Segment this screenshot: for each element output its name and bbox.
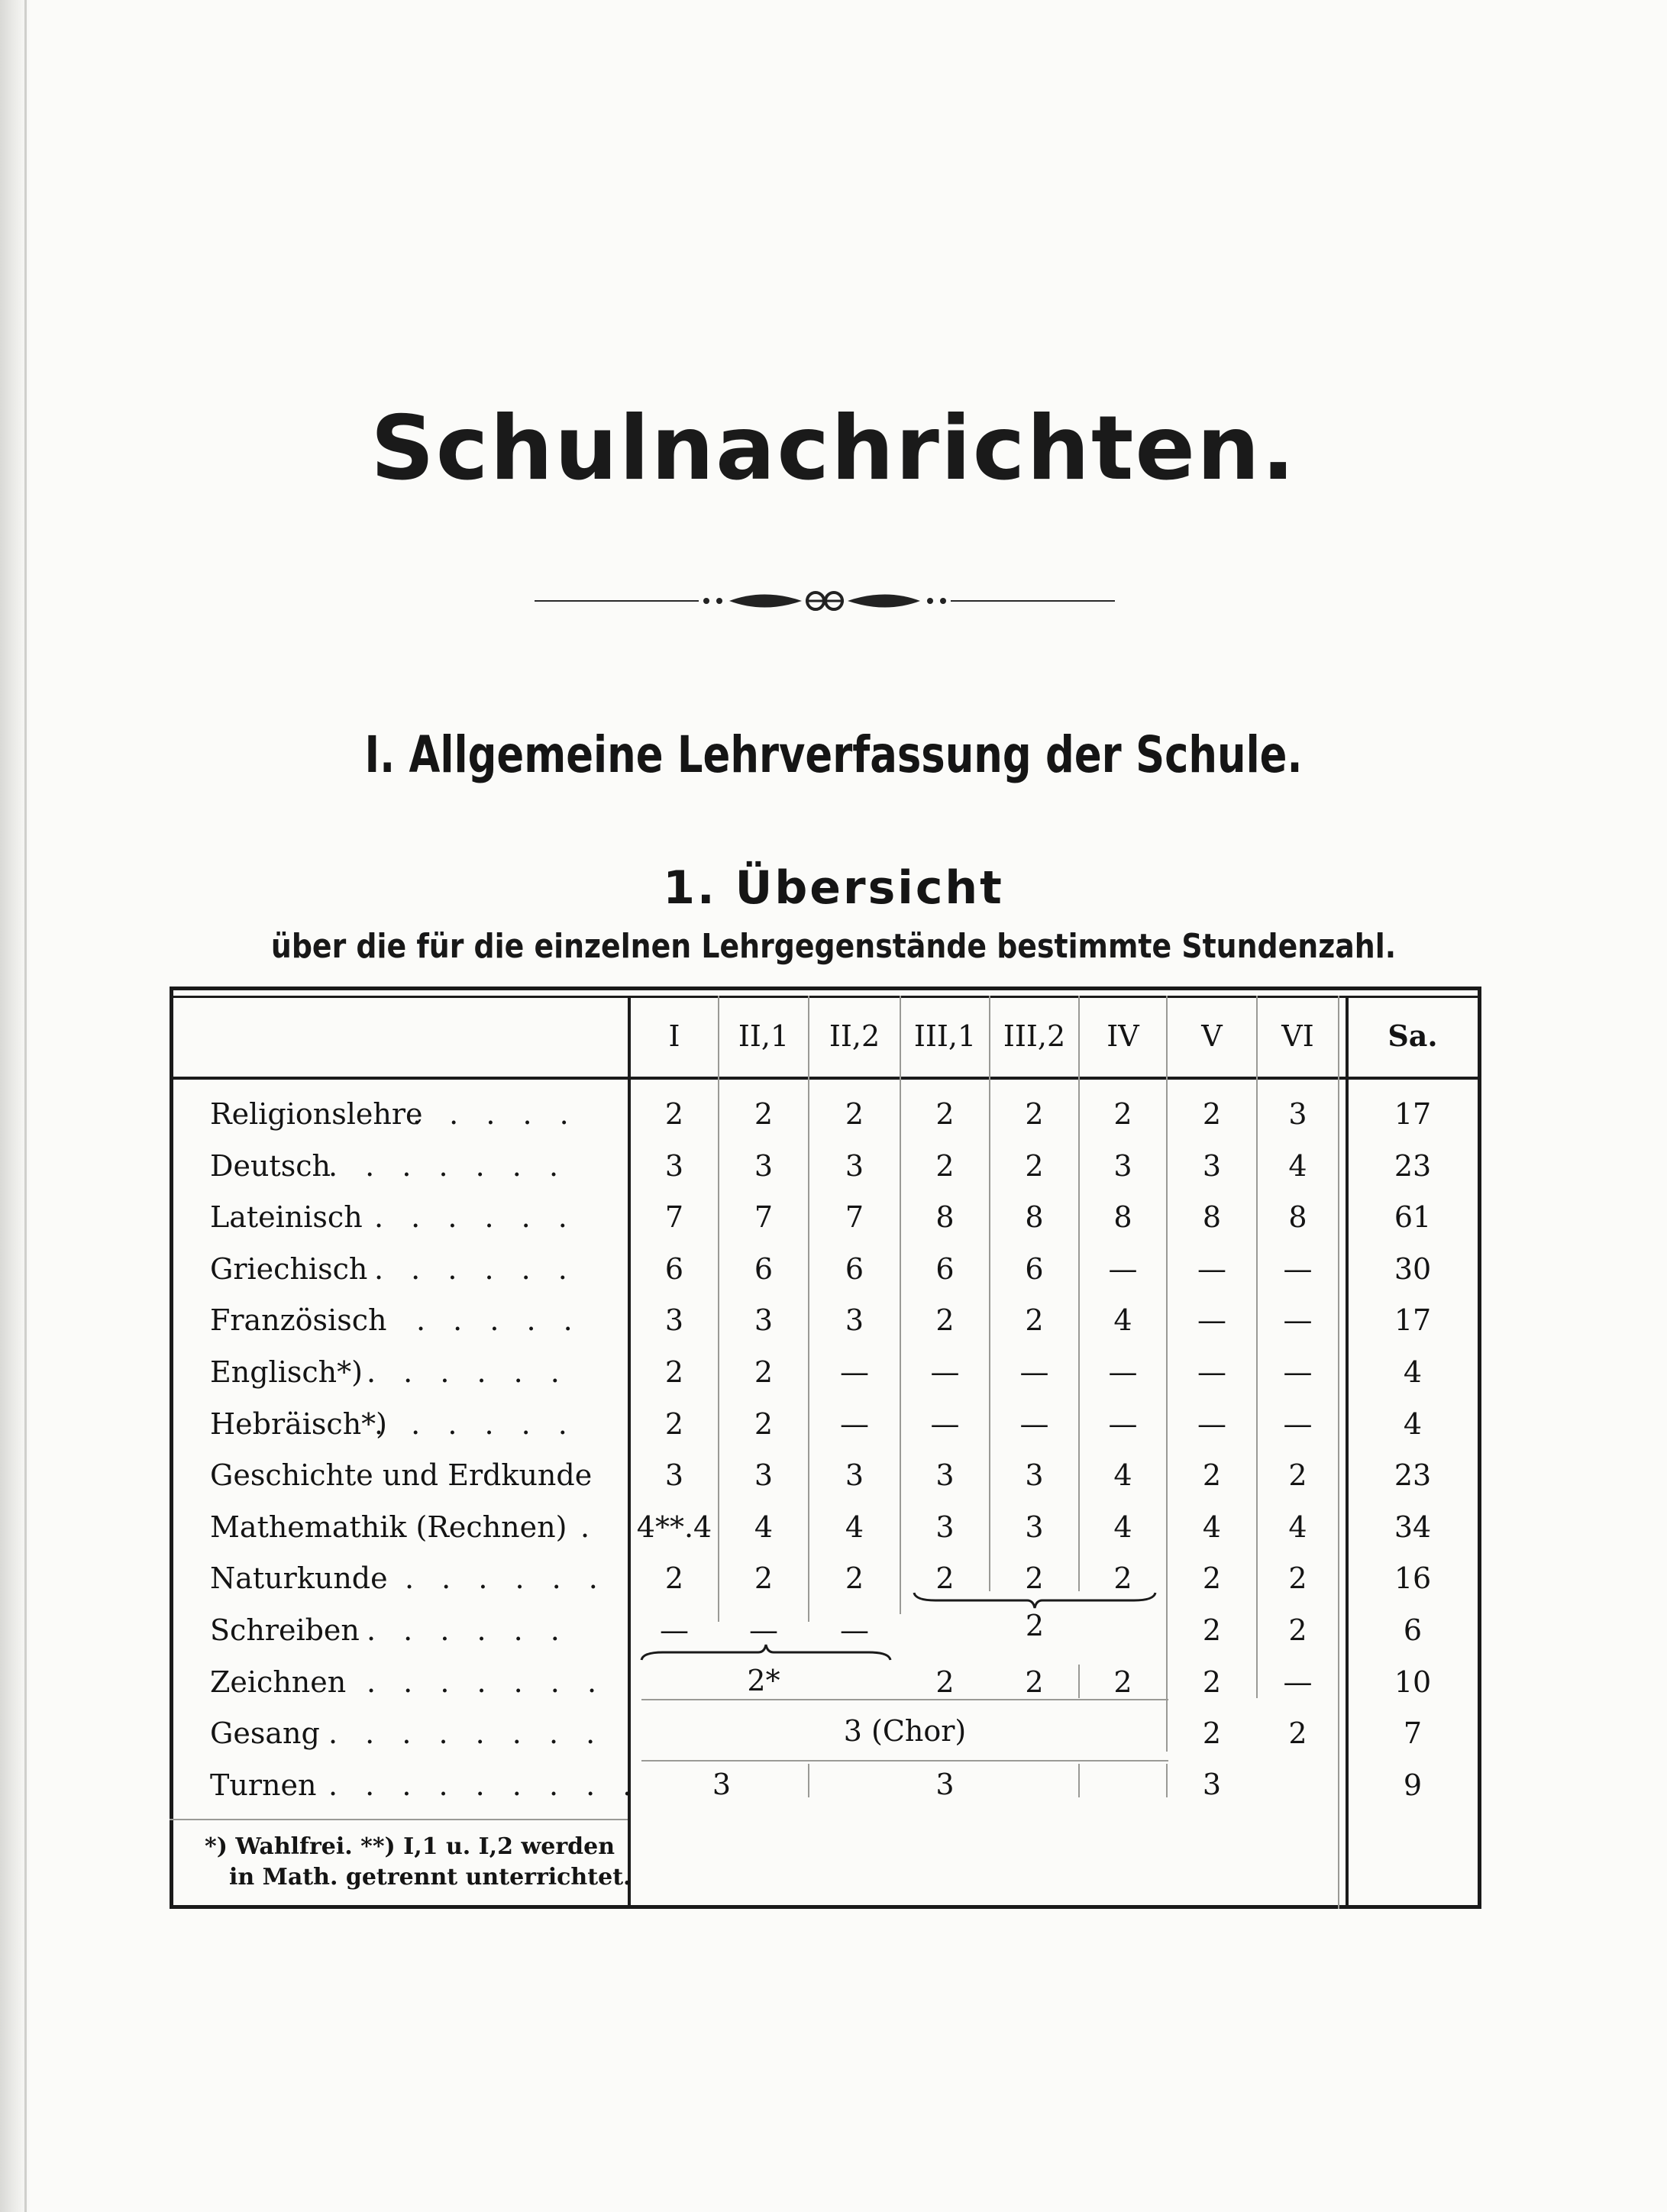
row-cell: 3 [935,1458,955,1492]
row-cell: 2 [1025,1097,1044,1131]
row-cell: 3 [845,1303,864,1337]
row-cell: — [1019,1407,1049,1441]
row-sum: 17 [1394,1303,1432,1337]
row-cell: 6 [845,1252,864,1286]
turnen-divider-2 [1078,1764,1080,1797]
row-cell: — [1108,1407,1138,1441]
row-sum: 61 [1394,1200,1432,1234]
row-sum: 30 [1394,1252,1432,1286]
row-cell: 2 [754,1355,774,1389]
row-cell: 8 [1025,1200,1044,1234]
row-sum: 4 [1403,1355,1423,1389]
row-cell: — [1283,1407,1313,1441]
schreiben-merged-value: 2 [1025,1609,1045,1642]
row-cell: — [840,1355,869,1389]
col-header-IV: IV [1106,1019,1139,1053]
footnote-line-2: in Math. getrennt unterrichtet. [229,1864,632,1891]
row-cell: — [840,1407,869,1441]
col-header-VI: VI [1281,1019,1314,1053]
row-leader-dots: . . . . . . [374,1407,577,1441]
row-cell: — [1197,1303,1226,1337]
sum-column-rule-inner [1338,996,1339,1909]
row-cell: — [1197,1355,1226,1389]
row-cell: — [749,1613,778,1647]
zeichnen-merged-value: 2* [747,1664,780,1697]
row-cell: 6 [664,1252,684,1286]
row-cell: 4 [1288,1510,1307,1544]
row-cell: 4 [1113,1458,1132,1492]
row-cell: 2 [935,1149,955,1183]
row-cell: 3 [754,1458,774,1492]
ornament-divider-icon [535,582,1115,620]
row-subject: Englisch*) [210,1355,363,1389]
row-cell: — [1197,1407,1226,1441]
row-cell: 2 [664,1407,684,1441]
row-subject: Deutsch [210,1149,331,1183]
row-cell: — [930,1407,960,1441]
row-cell: — [840,1613,869,1647]
row-cell: 3 [1025,1510,1044,1544]
row-cell: 2 [935,1097,955,1131]
turnen-value-b: 3 [935,1768,955,1801]
row-cell: 6 [1025,1252,1044,1286]
row-cell: 3 [664,1458,684,1492]
turnen-value-a: 3 [712,1768,732,1801]
row-cell: 2 [845,1561,864,1595]
row-cell: — [660,1613,689,1647]
row-sum: 16 [1394,1561,1432,1595]
row-cell: 8 [935,1200,955,1234]
row-cell: 2 [1202,1613,1222,1647]
row-sum: 34 [1394,1510,1432,1544]
col-header-sum: Sa. [1388,1019,1438,1053]
row-cell: 2 [1025,1149,1044,1183]
row-cell: 3 [935,1510,955,1544]
row-sum: 4 [1403,1407,1423,1441]
row-cell: 2 [935,1561,955,1595]
row-cell: 8 [1288,1200,1307,1234]
row-subject: Hebräisch*) [210,1407,388,1441]
row-cell: 2 [1113,1097,1132,1131]
row-sum: 23 [1394,1149,1432,1183]
subsection-heading: 1. Übersicht [663,861,1004,915]
row-subject: Naturkunde [210,1561,388,1595]
row-cell: — [1019,1355,1049,1389]
row-cell: 4 [845,1510,864,1544]
row-cell: — [1283,1252,1313,1286]
row-cell: — [1283,1355,1313,1389]
row-leader-dots: . . . . . . [405,1561,607,1595]
row-cell: — [1197,1252,1226,1286]
col-header-II1: II,1 [738,1019,790,1053]
row-cell: 4**.4 [636,1510,712,1544]
row-cell: 4 [1113,1303,1132,1337]
col-header-II2: II,2 [829,1019,880,1053]
col-header-V: V [1201,1019,1223,1053]
col-header-I: I [668,1019,680,1053]
col-header-III2: III,2 [1003,1019,1066,1053]
page-fold-line [24,0,27,2212]
row-sum: 6 [1403,1613,1423,1647]
row-cell: 2 [664,1355,684,1389]
row-leader-dots: . . . . . [416,1303,582,1337]
row-cell: 4 [754,1510,774,1544]
row-cell: 4 [1113,1510,1132,1544]
row-cell: 2 [1025,1665,1044,1699]
row-cell: 2 [935,1303,955,1337]
row-cell: 2 [1202,1665,1222,1699]
row-subject: Geschichte und Erdkunde [210,1458,593,1492]
col-header-III1: III,1 [913,1019,977,1053]
row-subject: Zeichnen [210,1665,347,1699]
row-subject: Religionslehre [210,1097,423,1131]
row-cell: 6 [935,1252,955,1286]
row-leader-dots: . . . . . . [367,1355,569,1389]
row-cell: 2 [1202,1561,1222,1595]
row-subject: Gesang [210,1716,320,1750]
col-rule-4 [989,996,990,1591]
row-cell: 2 [754,1561,774,1595]
row-leader-dots: . . . . . . . . [328,1716,605,1750]
row-leader-dots: . . . . . . . . . [328,1768,641,1802]
row-cell: 2 [664,1097,684,1131]
row-cell: 3 [754,1303,774,1337]
row-subject: Turnen [210,1768,317,1802]
row-cell: 8 [1202,1200,1222,1234]
row-cell: 2 [845,1097,864,1131]
table-top-rule [170,996,1481,998]
row-cell: 3 [845,1458,864,1492]
brace-zeichnen-icon [640,1643,892,1663]
row-cell: 6 [754,1252,774,1286]
row-cell: 2 [664,1561,684,1595]
row-cell: 4 [1202,1510,1222,1544]
brace-schreiben-icon [913,1590,1157,1610]
section-heading: I. Allgemeine Lehrverfassung der Schule. [364,725,1303,784]
row-sum: 17 [1394,1097,1432,1131]
row-cell: 2 [1202,1716,1222,1750]
row-subject: Lateinisch [210,1200,363,1234]
row-leader-dots: . . . . . . [374,1252,577,1286]
row-subject: Französisch [210,1303,387,1337]
row-cell: 4 [1288,1149,1307,1183]
row-cell: 2 [1025,1561,1044,1595]
row-cell: 3 [1025,1458,1044,1492]
row-cell: 2 [1202,1458,1222,1492]
col-rule-5 [1078,996,1080,1591]
row-cell: 2 [1025,1303,1044,1337]
page-title: Schulnachrichten. [370,397,1297,500]
row-cell: 2 [1288,1458,1307,1492]
gesang-top-rule [641,1699,1168,1700]
subsection-subtitle: über die für die einzelnen Lehrgegenstände bestimmte Stundenzahl. [270,927,1397,966]
row-cell: — [930,1355,960,1389]
turnen-top-rule [641,1760,1168,1762]
row-cell: 2 [1288,1716,1307,1750]
row-cell: — [1108,1355,1138,1389]
row-leader-dots: . . . . . . . [328,1149,568,1183]
row-cell: — [1283,1665,1313,1699]
row-leader-dots: . [580,1510,599,1544]
row-cell: 2 [754,1407,774,1441]
footnote-line-1: *) Wahlfrei. **) I,1 u. I,2 werden [205,1833,615,1860]
header-rule [170,1077,1481,1080]
row-subject: Griechisch [210,1252,368,1286]
row-cell: 3 [664,1149,684,1183]
row-cell: 3 [1202,1149,1222,1183]
row-cell: 2 [1202,1097,1222,1131]
footnote-rule [170,1819,628,1820]
row-cell: 8 [1113,1200,1132,1234]
row-cell: 3 [1113,1149,1132,1183]
row-cell: 3 [664,1303,684,1337]
row-cell: 2 [1113,1561,1132,1595]
row-sum: 9 [1403,1768,1423,1802]
row-leader-dots: . . . . . [412,1097,578,1131]
row-cell: 7 [754,1200,774,1234]
row-cell: — [1283,1303,1313,1337]
row-cell: — [1108,1252,1138,1286]
row-cell: 7 [845,1200,864,1234]
turnen-value-c: 3 [1202,1768,1222,1801]
row-sum: 23 [1394,1458,1432,1492]
row-leader-dots: . . . . . . [374,1200,577,1234]
row-subject: Schreiben [210,1613,360,1647]
gesang-chor-value: 3 (Chor) [843,1714,967,1748]
row-cell: 3 [1288,1097,1307,1131]
row-sum: 7 [1403,1716,1423,1750]
turnen-divider-1 [808,1764,809,1797]
row-subject: Mathemathik (Rechnen) [210,1510,567,1544]
row-sum: 10 [1394,1665,1432,1699]
row-cell: 3 [845,1149,864,1183]
row-cell: 3 [754,1149,774,1183]
row-cell: 2 [1113,1665,1132,1699]
row-leader-dots: . . . . . . . [367,1665,606,1699]
row-cell: 7 [664,1200,684,1234]
row-cell: 2 [935,1665,955,1699]
row-cell: 2 [1288,1613,1307,1647]
row-cell: 2 [1288,1561,1307,1595]
row-leader-dots: . . . . . . [367,1613,569,1647]
row-cell: 2 [754,1097,774,1131]
